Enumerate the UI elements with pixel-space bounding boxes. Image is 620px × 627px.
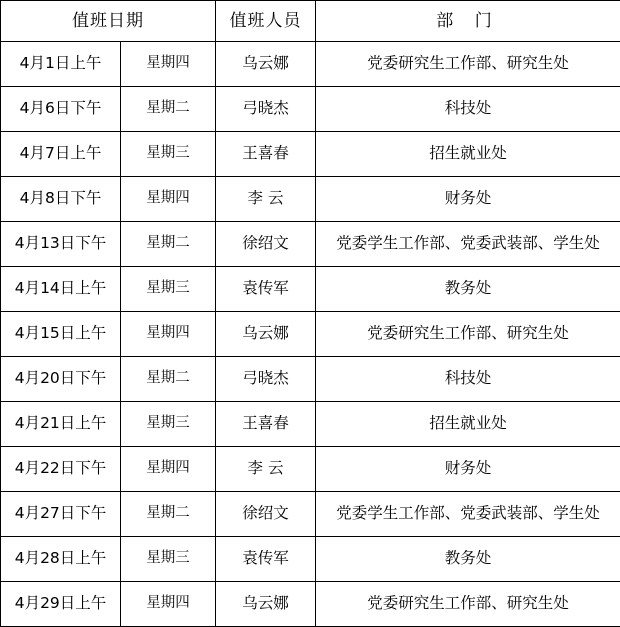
cell-date: 4月21日上午: [1, 402, 121, 447]
table-row: [1, 87, 620, 132]
table-row: [1, 402, 620, 447]
cell-department: 教务处: [316, 267, 620, 312]
table-row: [1, 357, 620, 402]
table-header: [1, 1, 620, 42]
cell-department: 党委研究生工作部、研究生处: [316, 582, 620, 627]
cell-date: 4月14日上午: [1, 267, 121, 312]
cell-weekday: 星期二: [121, 87, 216, 132]
cell-department: 党委研究生工作部、研究生处: [316, 312, 620, 357]
header-row: [1, 1, 620, 42]
cell-date: 4月15日上午: [1, 312, 121, 357]
cell-weekday: 星期四: [121, 42, 216, 87]
cell-weekday: 星期三: [121, 537, 216, 582]
table-row: [1, 267, 620, 312]
cell-date: 4月20日下午: [1, 357, 121, 402]
table-body: [1, 42, 620, 627]
cell-person: 乌云娜: [216, 42, 316, 87]
cell-person: 乌云娜: [216, 582, 316, 627]
cell-date: 4月13日下午: [1, 222, 121, 267]
cell-weekday: 星期二: [121, 222, 216, 267]
cell-person: 袁传军: [216, 267, 316, 312]
table-row: [1, 492, 620, 537]
table-row: [1, 177, 620, 222]
table-row: [1, 132, 620, 177]
cell-weekday: 星期三: [121, 402, 216, 447]
cell-person: 弓晓杰: [216, 87, 316, 132]
header-cell-date: 值班日期: [1, 1, 216, 42]
cell-person: 乌云娜: [216, 312, 316, 357]
cell-weekday: 星期四: [121, 582, 216, 627]
table-row: [1, 312, 620, 357]
table-row: [1, 537, 620, 582]
cell-date: 4月29日上午: [1, 582, 121, 627]
cell-department: 党委学生工作部、党委武装部、学生处: [316, 222, 620, 267]
cell-person: 袁传军: [216, 537, 316, 582]
cell-weekday: 星期三: [121, 267, 216, 312]
cell-department: 招生就业处: [316, 132, 620, 177]
header-cell-person: 值班人员: [216, 1, 316, 42]
cell-person: 李 云: [216, 177, 316, 222]
cell-person: 弓晓杰: [216, 357, 316, 402]
cell-person: 徐绍文: [216, 492, 316, 537]
cell-weekday: 星期四: [121, 177, 216, 222]
cell-date: 4月22日下午: [1, 447, 121, 492]
cell-weekday: 星期四: [121, 312, 216, 357]
cell-department: 党委研究生工作部、研究生处: [316, 42, 620, 87]
cell-person: 李 云: [216, 447, 316, 492]
cell-department: 科技处: [316, 87, 620, 132]
cell-date: 4月1日上午: [1, 42, 121, 87]
cell-date: 4月7日上午: [1, 132, 121, 177]
cell-weekday: 星期二: [121, 357, 216, 402]
cell-person: 徐绍文: [216, 222, 316, 267]
cell-person: 王喜春: [216, 402, 316, 447]
cell-department: 财务处: [316, 177, 620, 222]
cell-weekday: 星期四: [121, 447, 216, 492]
cell-person: 王喜春: [216, 132, 316, 177]
cell-weekday: 星期三: [121, 132, 216, 177]
cell-weekday: 星期二: [121, 492, 216, 537]
cell-date: 4月6日下午: [1, 87, 121, 132]
cell-date: 4月28日上午: [1, 537, 121, 582]
cell-date: 4月8日下午: [1, 177, 121, 222]
table-row: [1, 222, 620, 267]
cell-department: 党委学生工作部、党委武装部、学生处: [316, 492, 620, 537]
cell-department: 招生就业处: [316, 402, 620, 447]
cell-department: 教务处: [316, 537, 620, 582]
table-row: [1, 447, 620, 492]
table-row: [1, 42, 620, 87]
table-row: [1, 582, 620, 627]
cell-department: 科技处: [316, 357, 620, 402]
cell-date: 4月27日下午: [1, 492, 121, 537]
header-cell-department: 部 门: [316, 1, 620, 42]
cell-department: 财务处: [316, 447, 620, 492]
